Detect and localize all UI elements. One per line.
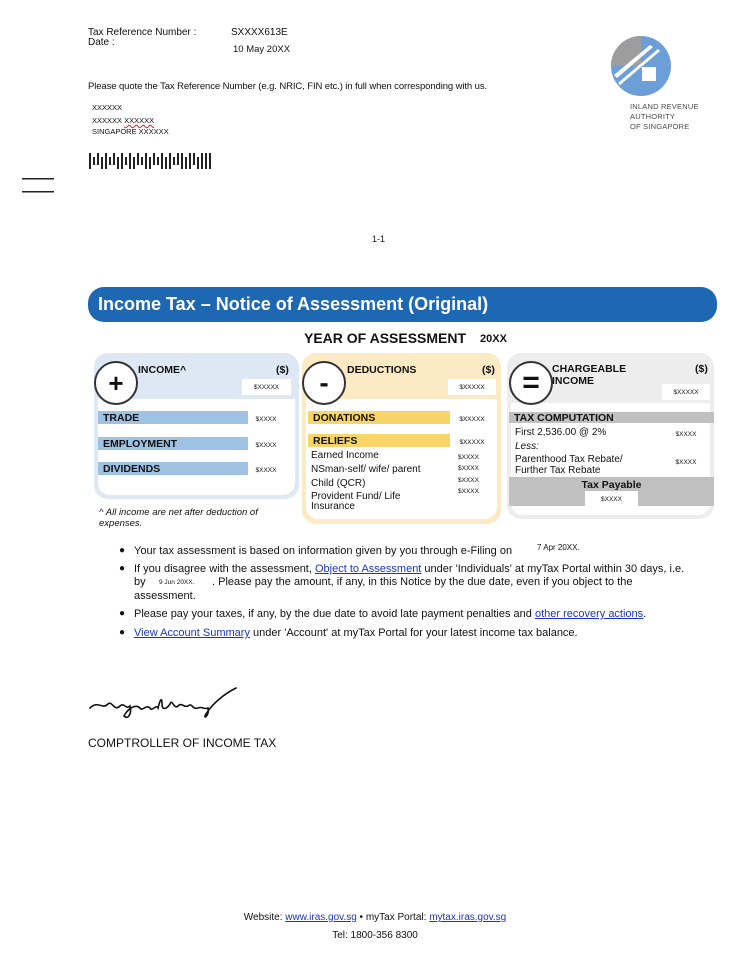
address-line-2a: XXXXXX xyxy=(92,116,125,125)
tax-reference-label: Tax Reference Number : xyxy=(88,27,197,38)
income-item-employment-label: EMPLOYMENT xyxy=(98,437,248,450)
relief-provident-fund-value: $XXXX xyxy=(458,488,479,495)
logo-line-3: OF SINGAPORE xyxy=(630,122,690,131)
page-number: 1-1 xyxy=(372,234,386,244)
bullet-icon: ● xyxy=(119,563,126,574)
note-efiling-date: 7 Apr 20XX. xyxy=(537,543,580,552)
year-of-assessment-label: YEAR OF ASSESSMENT xyxy=(304,330,467,346)
website-link[interactable]: www.iras.gov.sg xyxy=(285,912,357,923)
note-objection-text-d: assessment. xyxy=(134,590,196,602)
income-panel xyxy=(94,353,299,499)
tax-rebate-value: $XXXX xyxy=(662,454,710,470)
income-item-dividends-value: $XXXX xyxy=(248,462,284,478)
chargeable-total: $XXXXX xyxy=(662,384,710,400)
tax-computation-label: TAX COMPUTATION xyxy=(509,412,714,423)
date-label: Date : xyxy=(88,37,115,48)
logo-line-1: INLAND REVENUE xyxy=(630,102,699,111)
object-to-assessment-link[interactable]: Object to Assessment xyxy=(314,563,422,575)
note-objection-date: 9 Jun 20XX. xyxy=(159,579,195,586)
footer-separator: • myTax Portal: xyxy=(356,912,430,923)
relief-earned-income-value: $XXXX xyxy=(458,454,479,461)
income-total: $XXXXX xyxy=(242,379,291,395)
deductions-total: $XXXXX xyxy=(448,379,496,395)
tax-first-value: $XXXX xyxy=(662,426,710,442)
note-efiling xyxy=(119,544,714,558)
chargeable-symbol xyxy=(509,361,553,405)
iras-logo-icon xyxy=(610,35,672,97)
note-objection-text-c: . Please pay the amount, if any, in this Notice by the due date, even if you object to the xyxy=(212,576,633,588)
income-heading: INCOME^ xyxy=(138,364,187,376)
mytax-portal-link[interactable]: mytax.iras.gov.sg xyxy=(429,912,507,923)
note-objection-text-b: under 'Individuals' at myTax Portal within 30 days, i.e. xyxy=(421,563,685,575)
tax-reference-value: SXXXX613E xyxy=(231,27,288,38)
relief-earned-income-label: Earned Income xyxy=(311,450,379,461)
income-symbol xyxy=(94,361,138,405)
income-item-trade-value: $XXXX xyxy=(248,411,284,427)
view-account-summary-link[interactable]: View Account Summary xyxy=(134,627,250,639)
other-recovery-actions-link[interactable]: other recovery actions xyxy=(534,608,644,620)
relief-child-label: Child (QCR) xyxy=(311,478,366,489)
minus-icon: - xyxy=(302,361,346,405)
chargeable-currency: ($) xyxy=(695,363,708,375)
footer-tel: Tel: 1800-356 8300 xyxy=(332,930,418,941)
income-item-dividends-label: DIVIDENDS xyxy=(98,462,248,475)
note-objection-text-a: If you disagree with the assessment, xyxy=(134,563,315,575)
donations-label: DONATIONS xyxy=(308,411,450,424)
tax-payable-label: Tax Payable xyxy=(581,479,642,491)
comptroller-title: COMPTROLLER OF INCOME TAX xyxy=(88,736,277,750)
relief-nsman-value: $XXXX xyxy=(458,465,479,472)
date-value: 10 May 20XX xyxy=(233,44,291,55)
note-objection xyxy=(119,562,714,576)
barcode-icon xyxy=(89,151,213,171)
bullet-icon: ● xyxy=(119,627,126,638)
plus-icon: + xyxy=(94,361,138,405)
donations-value: $XXXXX xyxy=(452,411,492,427)
note-pay-taxes-end: . xyxy=(643,608,647,620)
relief-nsman-label: NSman-self/ wife/ parent xyxy=(311,464,421,475)
income-item-employment-value: $XXXX xyxy=(248,437,284,453)
income-currency: ($) xyxy=(276,364,289,376)
note-account-summary-text: under 'Account' at myTax Portal for your latest income tax balance. xyxy=(249,627,578,639)
deductions-symbol xyxy=(302,361,346,405)
note-account-summary xyxy=(119,626,714,640)
tax-payable-value: $XXXX xyxy=(585,491,638,507)
quote-note: Please quote the Tax Reference Number (e.g. NRIC, FIN etc.) in full when corresponding with us. xyxy=(88,81,488,92)
chargeable-heading: CHARGEABLE INCOME xyxy=(552,363,627,387)
bullet-icon: ● xyxy=(119,608,126,619)
note-objection-by: by xyxy=(134,576,146,588)
tax-less-label: Less: xyxy=(515,441,539,452)
tax-rebate-label: Parenthood Tax Rebate/ Further Tax Rebate xyxy=(515,454,623,476)
bullet-icon: ● xyxy=(119,545,126,556)
equals-icon: = xyxy=(509,361,553,405)
relief-provident-fund-label: Provident Fund/ Life Insurance xyxy=(311,491,401,512)
note-pay-taxes xyxy=(119,607,714,621)
logo-text xyxy=(630,102,699,132)
income-footnote: ^ All income are net after deduction of expenses. xyxy=(99,507,258,529)
reliefs-value: $XXXXX xyxy=(452,434,492,450)
fold-mark xyxy=(22,178,54,193)
chargeable-income-panel xyxy=(507,353,714,519)
income-item-trade-label: TRADE xyxy=(98,411,248,424)
note-pay-taxes-text: Please pay your taxes, if any, by the due date to avoid late payment penalties and xyxy=(134,608,535,620)
footer-web xyxy=(0,912,750,923)
relief-child-value: $XXXX xyxy=(458,477,479,484)
year-of-assessment-value: 20XX xyxy=(480,333,507,345)
deductions-panel xyxy=(302,353,501,524)
reliefs-label: RELIEFS xyxy=(308,434,450,447)
address-line-2 xyxy=(92,116,154,125)
notice-title: Income Tax – Notice of Assessment (Original) xyxy=(98,294,489,314)
address-line-2b: XXXXXX xyxy=(124,116,155,125)
notice-banner xyxy=(88,287,717,322)
logo-line-2: AUTHORITY xyxy=(630,112,676,121)
address-line-1: XXXXXX xyxy=(92,103,123,112)
tax-first-line: First 2,536.00 @ 2% xyxy=(515,427,607,438)
deductions-currency: ($) xyxy=(482,364,495,376)
signature-image xyxy=(88,686,243,724)
tax-payable-block xyxy=(509,477,714,506)
deductions-heading: DEDUCTIONS xyxy=(347,364,417,376)
footer-website-label: Website: xyxy=(243,912,286,923)
note-efiling-text: Your tax assessment is based on information given by you through e-Filing on xyxy=(134,545,513,557)
address-line-3: SINGAPORE XXXXXX xyxy=(92,127,169,136)
